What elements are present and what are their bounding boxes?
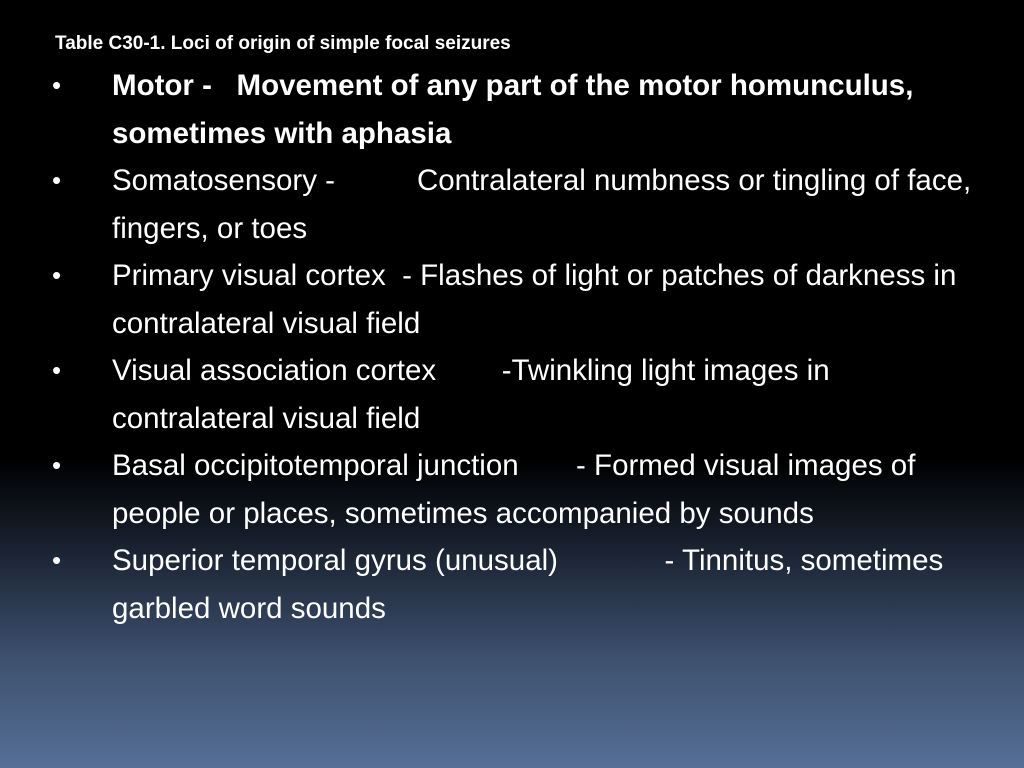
bullet-icon: • <box>52 450 62 480</box>
table-caption: Table C30-1. Loci of origin of simple focal seizures <box>55 33 511 54</box>
bullet-list <box>0 62 1024 632</box>
bullet-text: Visual association cortex -Twinkling light images in contralateral visual field <box>112 354 830 435</box>
bullet-item-somatosensory <box>0 157 1024 252</box>
bullet-icon: • <box>52 545 62 575</box>
bullet-text: Primary visual cortex - Flashes of light or patches of darkness in contralateral visual field <box>112 259 957 340</box>
bullet-icon: • <box>52 355 62 385</box>
bullet-item-primary-visual-cortex <box>0 252 1024 347</box>
bullet-item-visual-association-cortex <box>0 347 1024 442</box>
bullet-text: Somatosensory - Contralateral numbness or tingling of face, fingers, or toes <box>112 164 972 245</box>
bullet-icon: • <box>52 165 62 195</box>
bullet-item-basal-occipitotemporal-junction <box>0 442 1024 537</box>
bullet-icon: • <box>52 260 62 290</box>
bullet-text: Basal occipitotemporal junction - Formed visual images of people or places, sometimes accompanied by sounds <box>112 449 916 530</box>
bullet-text: Superior temporal gyrus (unusual) - Tinnitus, sometimes garbled word sounds <box>112 544 944 625</box>
bullet-text: Motor - Movement of any part of the motor homunculus, sometimes with aphasia <box>112 69 914 150</box>
bullet-icon: • <box>52 70 62 100</box>
bullet-item-superior-temporal-gyrus <box>0 537 1024 632</box>
bullet-item-motor <box>0 62 1024 157</box>
